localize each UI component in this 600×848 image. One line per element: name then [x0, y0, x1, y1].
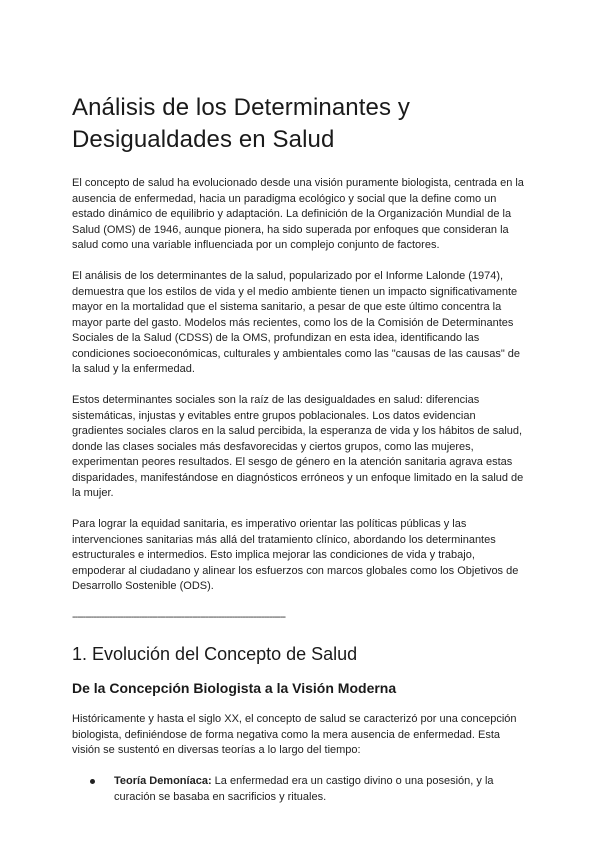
intro-paragraph-1: El concepto de salud ha evolucionado desde una visión puramente biologista, centrada en la ausencia de enfermedad, hacia un paradigma ecológico y social que la define como un estado dinámico de equilibrio y adaptación. La definición de la Organización Mundial de la Salud (OMS) de 1946, aunque pionera, ha sido superada por enfoques que consideran la salud como una variable influenciada por un complejo conjunto de factores. — [72, 177, 524, 251]
document-page — [72, 92, 528, 805]
bullet-term: Teoría Demoníaca: — [114, 775, 212, 787]
section-divider: -------------------------------------------------------------------------------- — [72, 611, 286, 623]
bullet-text: La enfermedad era un castigo divino o una posesión, y la curación se basaba en sacrificios y rituales. — [114, 775, 494, 803]
section-intro-paragraph: Históricamente y hasta el siglo XX, el concepto de salud se caracterizó por una concepción biologista, definiéndose de forma negativa como la mera ausencia de enfermedad. Esta visión se sustentó en diversas teorías a lo largo del tiempo: — [72, 713, 517, 756]
intro-paragraph-2: El análisis de los determinantes de la salud, popularizado por el Informe Lalonde (1974), demuestra que los estilos de vida y el medio ambiente tienen un impacto significativamente mayor en la mortalidad que el sistema sanitario, a pesar de que este último concentra la mayor parte del gasto. Modelos más recientes, como los de la Comisión de Determinantes Sociales de la Salud (CDSS) de la OMS, profundizan en esta idea, identificando las condiciones socioeconómicas, culturales y ambientales como las "causas de las causas" de la salud y la enfermedad. — [72, 270, 521, 375]
intro-paragraph-3: Estos determinantes sociales son la raíz de las desigualdades en salud: diferencias sistemáticas, injustas y evitables entre grupos poblacionales. Los datos evidencian gradientes sociales claros en la salud percibida, la esperanza de vida y los hábitos de salud, donde las clases sociales más desfavorecidas y ciertos grupos, como las mujeres, experimentan peores resultados. El sesgo de género en la atención sanitaria agrava estas disparidades, manifestándose en diagnósticos erróneos y un enfoque limitado en la salud de la mujer. — [72, 394, 524, 499]
bullet-icon — [90, 779, 95, 784]
intro-paragraph-4: Para lograr la equidad sanitaria, es imperativo orientar las políticas públicas y las intervenciones sanitarias más allá del tratamiento clínico, abordando los determinantes estructurales e intermedios. Esto implica mejorar las condiciones de vida y trabajo, empoderar al ciudadano y alinear los esfuerzos con marcos globales como los Objetivos de Desarrollo Sostenible (ODS). — [72, 518, 519, 592]
section-subheading: De la Concepción Biologista a la Visión Moderna — [72, 680, 397, 696]
list-item — [90, 774, 528, 805]
section-heading: 1. Evolución del Concepto de Salud — [72, 644, 358, 664]
theory-list — [72, 774, 528, 805]
document-title: Análisis de los Determinantes y Desigualdades en Salud — [72, 94, 410, 153]
